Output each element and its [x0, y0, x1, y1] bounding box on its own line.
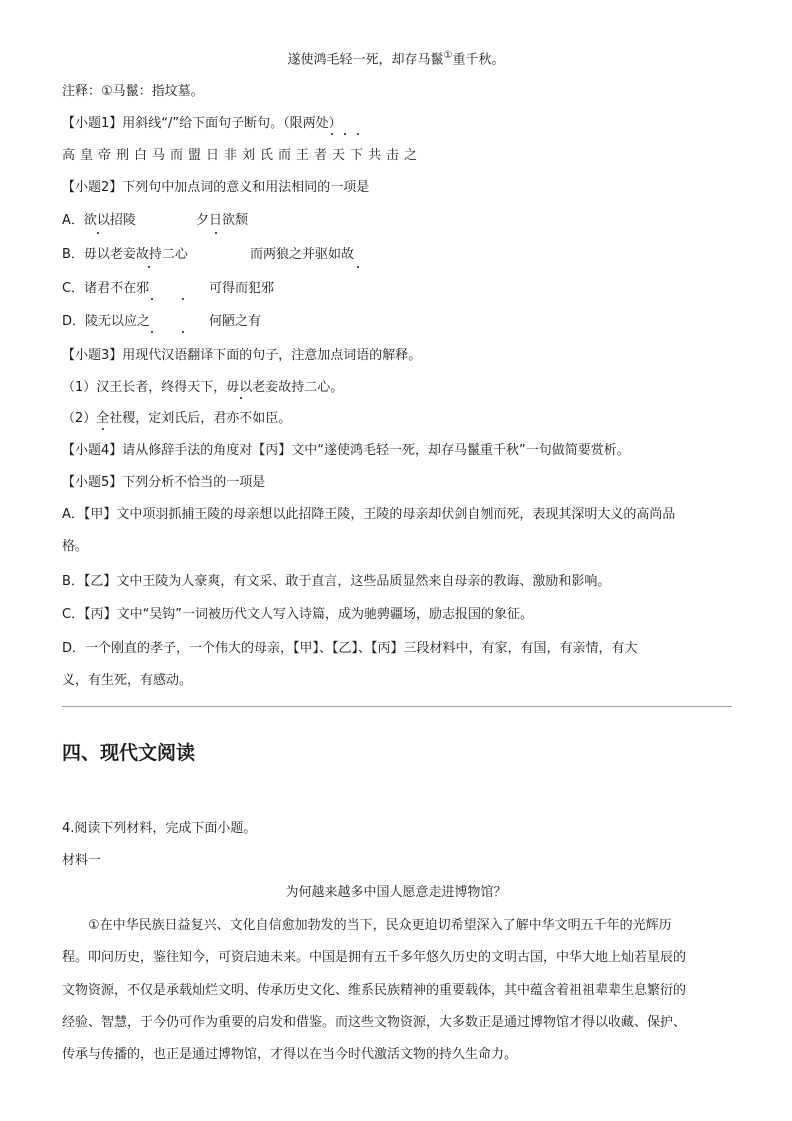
question-1: 【小题1】用斜线“/”给下面句子断句。（限两处）	[62, 116, 342, 131]
option-5a-line-2: 格。	[62, 539, 89, 554]
option-2a-left: A．欲以招陵	[62, 213, 136, 228]
option-2a-right: 夕日欲颓	[196, 213, 249, 228]
question-5: 【小题5】下列分析不恰当的一项是	[62, 475, 266, 490]
paragraph-line-1: ①在中华民族日益复兴、文化自信愈加勃发的当下，民众更迫切希望深入了解中华文明五千年的光辉历	[88, 918, 672, 933]
section-divider	[62, 706, 732, 707]
question-3-sentence-2: （2）全社稷，定刘氏后，君亦不如臣。	[62, 411, 292, 426]
option-5c: C．【丙】文中“吴钩”一词被历代文人写入诗篇，成为驰骋疆场，励志报国的象征。	[62, 607, 534, 622]
option-5a-line-1: A．【甲】文中项羽抓捕王陵的母亲想以此招降王陵，王陵的母亲却伏剑自刎而死，表现其深明大义的高尚品	[62, 507, 676, 522]
paragraph-line-2: 程。叩问历史，鉴往知今，可资启迪未来。中国是拥有五千多年悠久历史的文明古国，中华大地上灿若星辰的	[62, 950, 687, 965]
paragraph-line-5: 传承与传播的，也正是通过博物馆，才得以在当今时代激活文物的持久生命力。	[62, 1047, 518, 1062]
option-5d-line-2: 义，有生死，有感动。	[62, 673, 193, 688]
emphasis-dot	[357, 266, 359, 268]
emphasis-dot	[102, 428, 104, 430]
emphasis-dot	[331, 133, 333, 135]
emphasis-dot	[148, 266, 150, 268]
article-title: 为何越来越多中国人愿意走进博物馆？	[285, 885, 507, 900]
option-2d-left: D．陵无以应之	[62, 314, 151, 329]
poem-line-end: 重千秋。	[452, 52, 505, 68]
option-5b: B．【乙】文中王陵为人豪爽，有文采、敢于直言，这些品质显然来自母亲的教诲、激励和影响。	[62, 574, 611, 589]
emphasis-dot	[357, 133, 359, 135]
question-1-sentence: 高皇帝刑白马而盟日非刘氏而王者天下共击之	[62, 148, 423, 163]
option-2b-right: 而两狼之并驱如故	[250, 247, 355, 262]
option-2d-right: 何陋之有	[209, 314, 262, 329]
emphasis-dot	[344, 133, 346, 135]
paragraph-line-3: 文物资源，不仅是承载灿烂文明、传承历史文化、维系民族精神的重要载体，其中蕴含着祖祖辈辈生息繁衍的	[62, 983, 687, 998]
option-2c-right: 可得而犯邪	[209, 281, 275, 296]
poem-line-text: 遂使鸿毛轻一死，却存马鬣	[287, 52, 444, 68]
emphasis-dot	[182, 298, 184, 300]
question-2: 【小题2】下列句中加点词的意义和用法相同的一项是	[62, 180, 370, 195]
emphasis-dot	[97, 232, 99, 234]
emphasis-dot	[240, 397, 242, 399]
footnote-marker: ①	[443, 50, 453, 61]
emphasis-dot	[151, 298, 153, 300]
footnote: 注释：①马鬣：指坟墓。	[62, 84, 204, 99]
question-4: 【小题4】请从修辞手法的角度对【丙】文中“遂使鸿毛轻一死，却存马鬣重千秋”一句做简要赏析。	[62, 443, 630, 458]
poem-line	[0, 47, 792, 69]
question-3: 【小题3】用现代汉语翻译下面的句子，注意加点词语的解释。	[62, 348, 422, 363]
material-label: 材料一	[62, 853, 102, 868]
question-3-sentence-1: （1）汉王长者，终得天下，毋以老妾故持二心。	[62, 380, 344, 395]
item-4-instruction: 4.阅读下列材料，完成下面小题。	[62, 821, 257, 836]
section-heading: 四、现代文阅读	[62, 742, 196, 764]
option-5d-line-1: D．一个刚直的孝子，一个伟大的母亲，【甲】、【乙】、【丙】三段材料中，有家，有国，有亲情，有大	[62, 641, 638, 656]
emphasis-dot	[182, 331, 184, 333]
emphasis-dot	[215, 232, 217, 234]
paragraph-line-4: 经验、智慧，于今仍可作为重要的启发和借鉴。而这些文物资源，大多数正是通过博物馆才得以收藏、保护、	[62, 1015, 687, 1030]
option-2c-left: C．诸君不在邪	[62, 281, 150, 296]
emphasis-dot	[151, 331, 153, 333]
option-2b-left: B．毋以老妾故持二心	[62, 247, 188, 262]
